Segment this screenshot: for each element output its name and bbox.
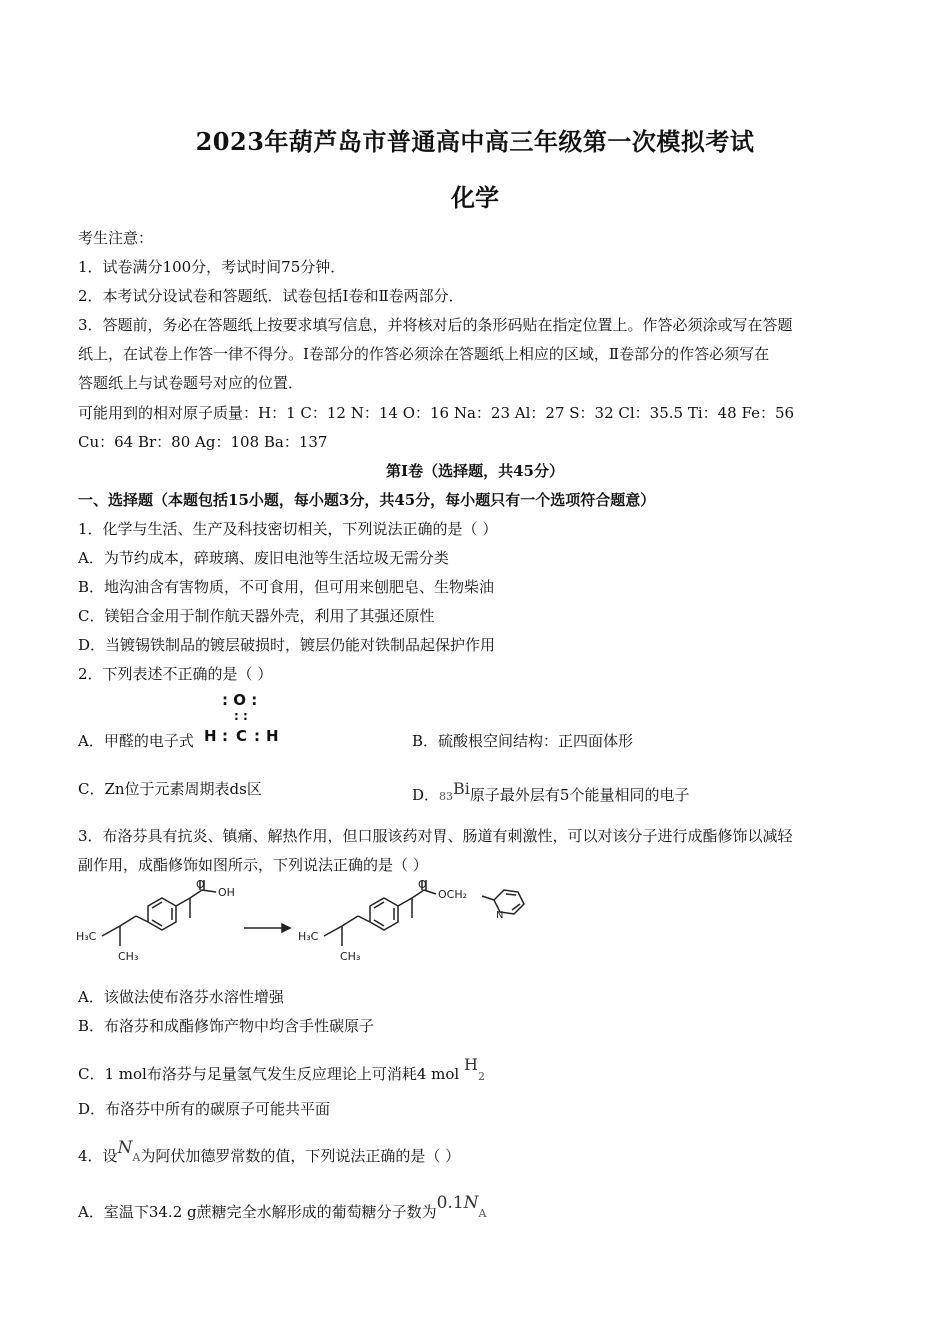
atomic-masses-line: 可能用到的相对原子质量：H：1 C：12 N：14 O：16 Na：23 Al：27 S：32 Cl：35.5 Ti：48 Fe：56	[78, 404, 795, 422]
option-c-text: C．1 mol布洛芬与足量氢气发生反应理论上可消耗4 mol	[78, 1065, 460, 1083]
oxygen-dots: : O :	[222, 691, 258, 709]
subject-title: 化学	[451, 183, 499, 212]
volume-title: 第Ⅰ卷（选择题，共45分）	[386, 462, 564, 480]
question-1-option-d: D．当镀锡铁制品的镀层破损时，镀层仍能对铁制品起保护作用	[78, 636, 496, 654]
option-d-label: D．	[412, 786, 440, 804]
ibuprofen-methyl-top: H₃C	[76, 930, 97, 943]
question-1-option-c: C．镁铝合金用于制作航天器外壳，利用了其强还原性	[78, 607, 435, 625]
hydrogen-left: H	[204, 727, 217, 745]
stem-prefix: 4．设	[78, 1147, 118, 1165]
bismuth-mass-number: 83	[439, 790, 454, 803]
exam-title: 2023年葫芦岛市普通高中高三年级第一次模拟考试	[195, 127, 755, 156]
question-4-stem	[78, 1138, 460, 1168]
question-3-option-a: A．该做法使布洛芬水溶性增强	[78, 988, 284, 1006]
notice-item: 纸上，在试卷上作答一律不得分。Ⅰ卷部分的作答必须涂在答题纸上相应的区域，Ⅱ卷部分的作答必须写在	[78, 345, 770, 363]
question-4-option-a	[78, 1193, 486, 1224]
question-1-option-a: A．为节约成本，碎玻璃、废旧电池等生活垃圾无需分类	[78, 549, 449, 567]
question-3-option-b: B．布洛芬和成酯修饰产物中均含手性碳原子	[78, 1017, 375, 1035]
part-title: 一、选择题（本题包括15小题，每小题3分，共45分，每小题只有一个选项符合题意）	[78, 491, 656, 509]
ibuprofen-methyl-bottom: CH₃	[118, 950, 139, 963]
question-2-option-a: A．甲醛的电子式	[78, 732, 194, 750]
question-3-option-c	[78, 1055, 485, 1087]
question-1-stem: 1．化学与生活、生产及科技密切相关，下列说法正确的是（ ）	[78, 520, 498, 538]
hydrogen-formula: H	[464, 1055, 478, 1074]
notice-item: 2．本考试分设试卷和答题纸．试卷包括Ⅰ卷和Ⅱ卷两部分．	[78, 287, 464, 305]
ibuprofen-carbonyl-o: O	[196, 878, 205, 891]
ibuprofen-hydroxyl: OH	[218, 886, 235, 899]
ester-linkage: OCH₂	[438, 888, 468, 901]
bond-dots-right: :	[254, 727, 260, 745]
hydrogen-subscript: 2	[477, 1070, 485, 1083]
avogadro-symbol: N	[463, 1193, 479, 1213]
atomic-masses-line: Cu：64 Br：80 Ag：108 Ba：137	[78, 433, 328, 451]
avogadro-symbol: N	[117, 1138, 133, 1158]
option-a-text: A．室温下34.2 g蔗糖完全水解形成的葡萄糖分子数为	[78, 1203, 437, 1221]
question-2-option-c: C．Zn位于元素周期表ds区	[78, 780, 262, 798]
reaction-arrow	[244, 924, 290, 932]
stem-suffix: 为阿伏加德罗常数的值，下列说法正确的是（ ）	[140, 1147, 461, 1165]
bismuth-symbol: Bi	[453, 779, 470, 798]
formaldehyde-electron-formula	[204, 691, 280, 749]
bond-dots-left: :	[222, 727, 228, 745]
notice-item: 1．试卷满分100分，考试时间75分钟．	[78, 258, 346, 276]
ester-methyl-bottom: CH₃	[340, 950, 361, 963]
pyridine-nitrogen: N	[496, 910, 504, 921]
question-1-option-b: B．地沟油含有害物质，不可食用，但可用来刨肥皂、生物柴油	[78, 578, 495, 596]
notice-item: 答题纸上与试卷题号对应的位置．	[78, 374, 304, 392]
esterification-scheme	[76, 878, 536, 974]
ester-methyl-top: H₃C	[298, 930, 319, 943]
question-2-option-d	[412, 779, 689, 807]
notice-item: 3．答题前，务必在答题纸上按要求填写信息，并将核对后的条形码贴在指定位置上。作答必须涂或写在答题	[78, 316, 793, 334]
question-2-stem: 2．下列表述不正确的是（ ）	[78, 665, 273, 683]
option-d-text: 原子最外层有5个能量相同的电子	[469, 786, 690, 804]
hydrogen-right: H	[266, 727, 279, 745]
question-3-stem: 副作用，成酯修饰如图所示，下列说法正确的是（ ）	[78, 856, 428, 874]
carbon-atom: C	[236, 727, 248, 745]
double-bond-dots: : :	[234, 709, 248, 723]
question-2-option-b: B．硫酸根空间结构：正四面体形	[412, 732, 634, 750]
question-3-option-d: D．布洛芬中所有的碳原子可能共平面	[78, 1100, 331, 1118]
notice-heading: 考生注意：	[78, 229, 154, 247]
ester-carbonyl-o: O	[418, 878, 427, 891]
avogadro-subscript: A	[132, 1151, 141, 1164]
question-3-stem: 3．布洛芬具有抗炎、镇痛、解热作用，但口服该药对胃、肠道有刺激性，可以对该分子进行成酯修饰以减轻	[78, 827, 793, 845]
avogadro-subscript: A	[478, 1207, 487, 1220]
coefficient: 0.1	[436, 1193, 464, 1213]
